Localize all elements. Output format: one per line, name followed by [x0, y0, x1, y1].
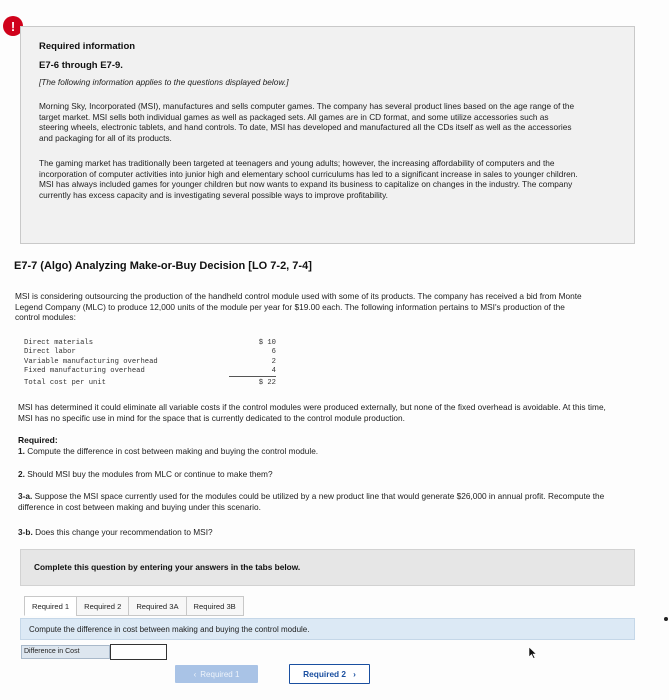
cost-total-row: [24, 377, 276, 391]
cost-value: 2: [271, 357, 276, 366]
requirement-text: Should MSI buy the modules from MLC or continue to make them?: [27, 469, 273, 479]
cost-row: [24, 348, 276, 357]
cost-row: [24, 339, 276, 348]
market-description: The gaming market has traditionally been targeted at teenagers and young adults; however, the increasing affordability of computers and the incorporation of computer activities into junior high and elementary school curriculums has led to a significant increase in sales to younger children. MSI has always included games for younger children but now wants to expand its business to capitalize on changes in the industry. The company currently has excess capacity and is investigating several possible ways to improve profitability.: [39, 158, 578, 200]
required-information-box: [20, 26, 635, 244]
tab-required-3a[interactable]: Required 3A: [128, 596, 186, 616]
scroll-indicator-icon: [664, 617, 668, 621]
chevron-left-icon: ‹: [193, 669, 197, 679]
requirement-1: [18, 446, 608, 457]
next-button-label: Required 2: [303, 669, 347, 679]
tab-required-3b[interactable]: Required 3B: [186, 596, 244, 616]
cost-value: $ 10: [258, 339, 276, 347]
cost-table: [24, 339, 276, 390]
requirement-text: Compute the difference in cost between making and buying the control module.: [27, 446, 319, 456]
difference-in-cost-label: Difference in Cost: [21, 645, 110, 659]
total-label: Total cost per unit: [24, 378, 106, 387]
company-description: Morning Sky, Incorporated (MSI), manufactures and sells computer games. The company has several product lines based on the age range of the target market. MSI sells both individual games as well as packaged sets. All games are in CD format, and some utilize accessories such as steering wheels, electronic tablets, and hand controls. To date, MSI has developed and manufactured all the CDs itself as well as the accessories and packaging for all of its products.: [39, 101, 575, 143]
question-bar: [20, 618, 635, 640]
problem-title: E7-7 (Algo) Analyzing Make-or-Buy Decision [LO 7-2, 7-4]: [14, 260, 312, 272]
required-heading: Required:: [18, 435, 58, 445]
requirement-number: 1.: [18, 446, 25, 456]
required-information-title: Required information: [39, 41, 136, 52]
cost-label: Variable manufacturing overhead: [24, 357, 158, 366]
previous-button-label: Required 1: [200, 669, 240, 679]
requirement-text: Suppose the MSI space currently used for the modules could be utilized by a new product line that would generate $26,000 in annual profit. Recompute the difference in cost between making and buying under this scenario.: [18, 491, 605, 512]
problem-intro: MSI is considering outsourcing the production of the handheld control module used with some of its products. The company has received a bid from Monte Legend Company (MLC) to produce 12,000 units of the module per year for $19.00 each. The following information pertains to MSI's production of the control modules:: [15, 291, 582, 322]
cost-row: [24, 358, 276, 367]
cost-label: Fixed manufacturing overhead: [24, 367, 145, 376]
exercise-range: E7-6 through E7-9.: [39, 60, 123, 71]
requirement-3a: [18, 491, 608, 512]
question-text: Compute the difference in cost between making and buying the control module.: [29, 625, 310, 634]
chevron-right-icon: ›: [353, 669, 356, 679]
tab-required-1[interactable]: Required 1: [24, 596, 77, 616]
mouse-cursor-icon: [528, 646, 537, 659]
previous-button[interactable]: [175, 665, 258, 683]
requirement-3b: [18, 527, 608, 538]
cost-value: 4: [271, 366, 276, 375]
requirement-2: [18, 469, 608, 480]
cost-value: 6: [271, 348, 276, 357]
difference-in-cost-input[interactable]: [110, 644, 167, 660]
requirement-number: 3-b.: [18, 527, 33, 537]
next-button[interactable]: [289, 664, 370, 684]
requirement-number: 2.: [18, 469, 25, 479]
total-value: $ 22: [229, 377, 276, 391]
cost-label: Direct labor: [24, 348, 76, 357]
applies-note: [The following information applies to the questions displayed below.]: [39, 77, 289, 87]
cost-row: [24, 367, 276, 377]
tab-required-2[interactable]: Required 2: [76, 596, 129, 616]
answer-tabs: [24, 596, 243, 616]
complete-question-text: Complete this question by entering your answers in the tabs below.: [34, 562, 301, 572]
complete-question-banner: [20, 549, 635, 586]
alert-icon: !: [3, 16, 23, 36]
determination-text: MSI has determined it could eliminate all variable costs if the control modules were produced externally, but none of the fixed overhead is avoidable. At this time, MSI has no specific use in mind for the space that is currently dedicated to the control module production.: [18, 402, 606, 423]
cost-label: Direct materials: [24, 339, 94, 347]
requirement-text: Does this change your recommendation to MSI?: [35, 527, 213, 537]
requirement-number: 3-a.: [18, 491, 33, 501]
